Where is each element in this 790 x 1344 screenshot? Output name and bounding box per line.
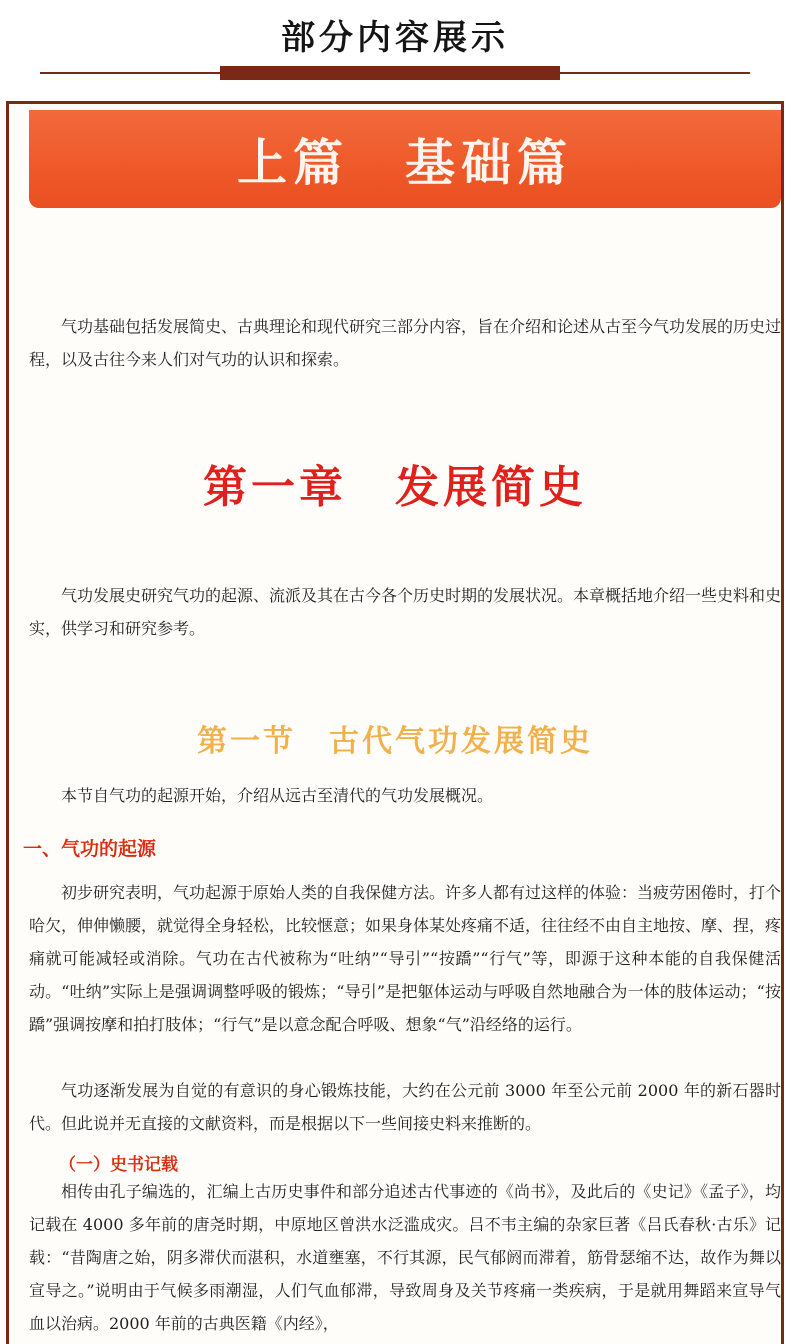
book-page (6, 101, 784, 1344)
page-header (0, 0, 790, 96)
sub-subsection-paragraph: 相传由孔子编选的，汇编上古历史事件和部分追述古代事迹的《尚书》，及此后的《史记》《孟子》，均记载在 4000 多年前的唐尧时期，中原地区曾洪水泛滥成灾。吕不韦主编的杂家巨著《吕氏春秋·古乐》记载：“昔陶唐之始，阴多滞伏而湛积，水道壅塞，不行其源，民气郁阏而滞着，筋骨瑟缩不达，故作为舞以宣导之。”说明由于气候多雨潮湿，人们气血郁滞，导致周身及关节疼痛一类疾病，于是就用舞蹈来宣导气血以治病。2000 年前的古典医籍《内经》， (29, 1182, 781, 1333)
subsection-paragraph-2: 气功逐渐发展为自觉的有意识的身心锻炼技能，大约在公元前 3000 年至公元前 2000 年的新石器时代。但此说并无直接的文献资料，而是根据以下一些间接史料来推断的。 (29, 1081, 781, 1133)
sub-subsection-heading: （一）史书记载 (59, 1155, 178, 1175)
part-banner (29, 110, 781, 208)
section-title: 第一节 古代气功发展简史 (197, 724, 593, 759)
section-summary: 本节自气功的起源开始，介绍从远古至清代的气功发展概况。 (61, 786, 494, 805)
chapter-summary: 气功发展史研究气功的起源、流派及其在古今各个历史时期的发展状况。本章概括地介绍一些史料和史实，供学习和研究参考。 (29, 586, 782, 638)
header-bar (220, 66, 560, 80)
subsection-heading: 一、气功的起源 (23, 838, 157, 860)
header-title: 部分内容展示 (281, 18, 509, 58)
chapter-title: 第一章 发展简史 (203, 462, 587, 513)
intro-paragraph: 气功基础包括发展简史、古典理论和现代研究三部分内容，旨在介绍和论述从古至今气功发展的历史过程，以及古往今来人们对气功的认识和探索。 (29, 317, 782, 369)
subsection-paragraph-1: 初步研究表明，气功起源于原始人类的自我保健方法。许多人都有过这样的体验：当疲劳困倦时，打个哈欠，伸伸懒腰，就觉得全身轻松，比较惬意；如果身体某处疼痛不适，往往经不由自主地按、摩、捏，疼痛就可能减轻或消除。气功在古代被称为“吐纳”“导引”“按蹻”“行气”等，即源于这种本能的自我保健活动。“吐纳”实际上是强调调整呼吸的锻炼；“导引”是把躯体运动与呼吸自然地融合为一体的肢体运动；“按蹻”强调按摩和拍打肢体；“行气”是以意念配合呼吸、想象“气”沿经络的运行。 (29, 883, 782, 1034)
part-title: 上篇 基础篇 (237, 133, 573, 192)
